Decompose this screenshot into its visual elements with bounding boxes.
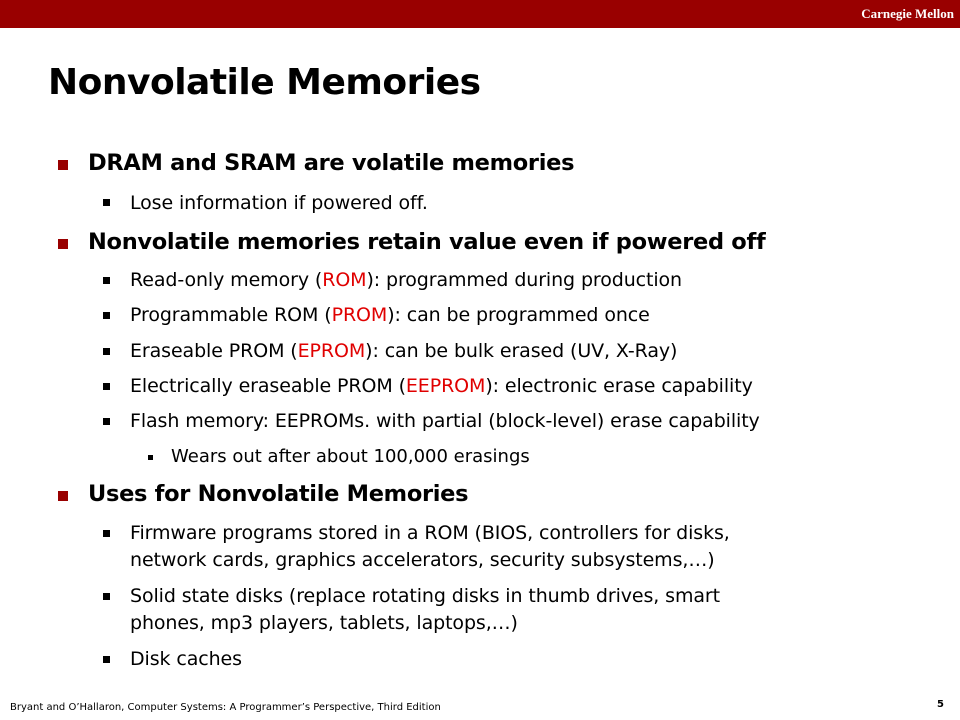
bullet-square-icon xyxy=(58,491,68,501)
sub-bullet-icon xyxy=(103,277,110,284)
prom-acronym: PROM xyxy=(331,304,388,326)
institution-logo-text: Carnegie Mellon xyxy=(861,6,954,21)
sub-bullet-firmware-line1: Firmware programs stored in a ROM (BIOS, controllers for disks, xyxy=(130,522,730,544)
sub-bullet-flash: Flash memory: EEPROMs. with partial (block-level) erase capability xyxy=(130,410,760,432)
sub-sub-bullet-icon xyxy=(148,455,153,460)
sub-bullet-icon xyxy=(103,348,110,355)
prom-pre: Programmable ROM ( xyxy=(130,304,332,326)
eeprom-post: ): electronic erase capability xyxy=(485,375,753,397)
rom-post: ): programmed during production xyxy=(366,269,682,291)
bullet-square-icon xyxy=(58,160,68,170)
sub-sub-bullet-wears-out: Wears out after about 100,000 erasings xyxy=(171,446,530,467)
sub-bullet-icon xyxy=(103,199,110,206)
eprom-pre: Eraseable PROM ( xyxy=(130,340,298,362)
bullet-uses: Uses for Nonvolatile Memories xyxy=(88,481,469,507)
sub-bullet-prom xyxy=(130,304,650,326)
sub-bullet-eeprom xyxy=(130,375,753,397)
sub-bullet-ssd-line2: phones, mp3 players, tablets, laptops,…) xyxy=(130,612,518,634)
sub-bullet-icon xyxy=(103,312,110,319)
sub-bullet-icon xyxy=(103,593,110,600)
sub-bullet-icon xyxy=(103,418,110,425)
sub-bullet-ssd-line1: Solid state disks (replace rotating disks in thumb drives, smart xyxy=(130,585,720,607)
bullet-nonvolatile: Nonvolatile memories retain value even if powered off xyxy=(88,229,766,255)
sub-bullet-firmware-line2: network cards, graphics accelerators, security subsystems,…) xyxy=(130,549,715,571)
sub-bullet-lose-info: Lose information if powered off. xyxy=(130,192,428,214)
sub-bullet-icon xyxy=(103,656,110,663)
rom-acronym: ROM xyxy=(322,269,367,291)
bullet-square-icon xyxy=(58,239,68,249)
sub-bullet-disk-caches: Disk caches xyxy=(130,648,242,670)
rom-pre: Read-only memory ( xyxy=(130,269,323,291)
page-number: 5 xyxy=(937,699,944,710)
bullet-volatile: DRAM and SRAM are volatile memories xyxy=(88,150,575,176)
slide-title: Nonvolatile Memories xyxy=(48,62,481,103)
eeprom-acronym: EEPROM xyxy=(405,375,486,397)
sub-bullet-eprom xyxy=(130,340,677,362)
sub-bullet-rom xyxy=(130,269,682,291)
eprom-acronym: EPROM xyxy=(297,340,366,362)
sub-bullet-icon xyxy=(103,530,110,537)
prom-post: ): can be programmed once xyxy=(387,304,650,326)
eprom-post: ): can be bulk erased (UV, X-Ray) xyxy=(365,340,678,362)
sub-bullet-icon xyxy=(103,383,110,390)
footer-citation: Bryant and O’Hallaron, Computer Systems: A Programmer’s Perspective, Third Edition xyxy=(10,702,441,713)
eeprom-pre: Electrically eraseable PROM ( xyxy=(130,375,406,397)
